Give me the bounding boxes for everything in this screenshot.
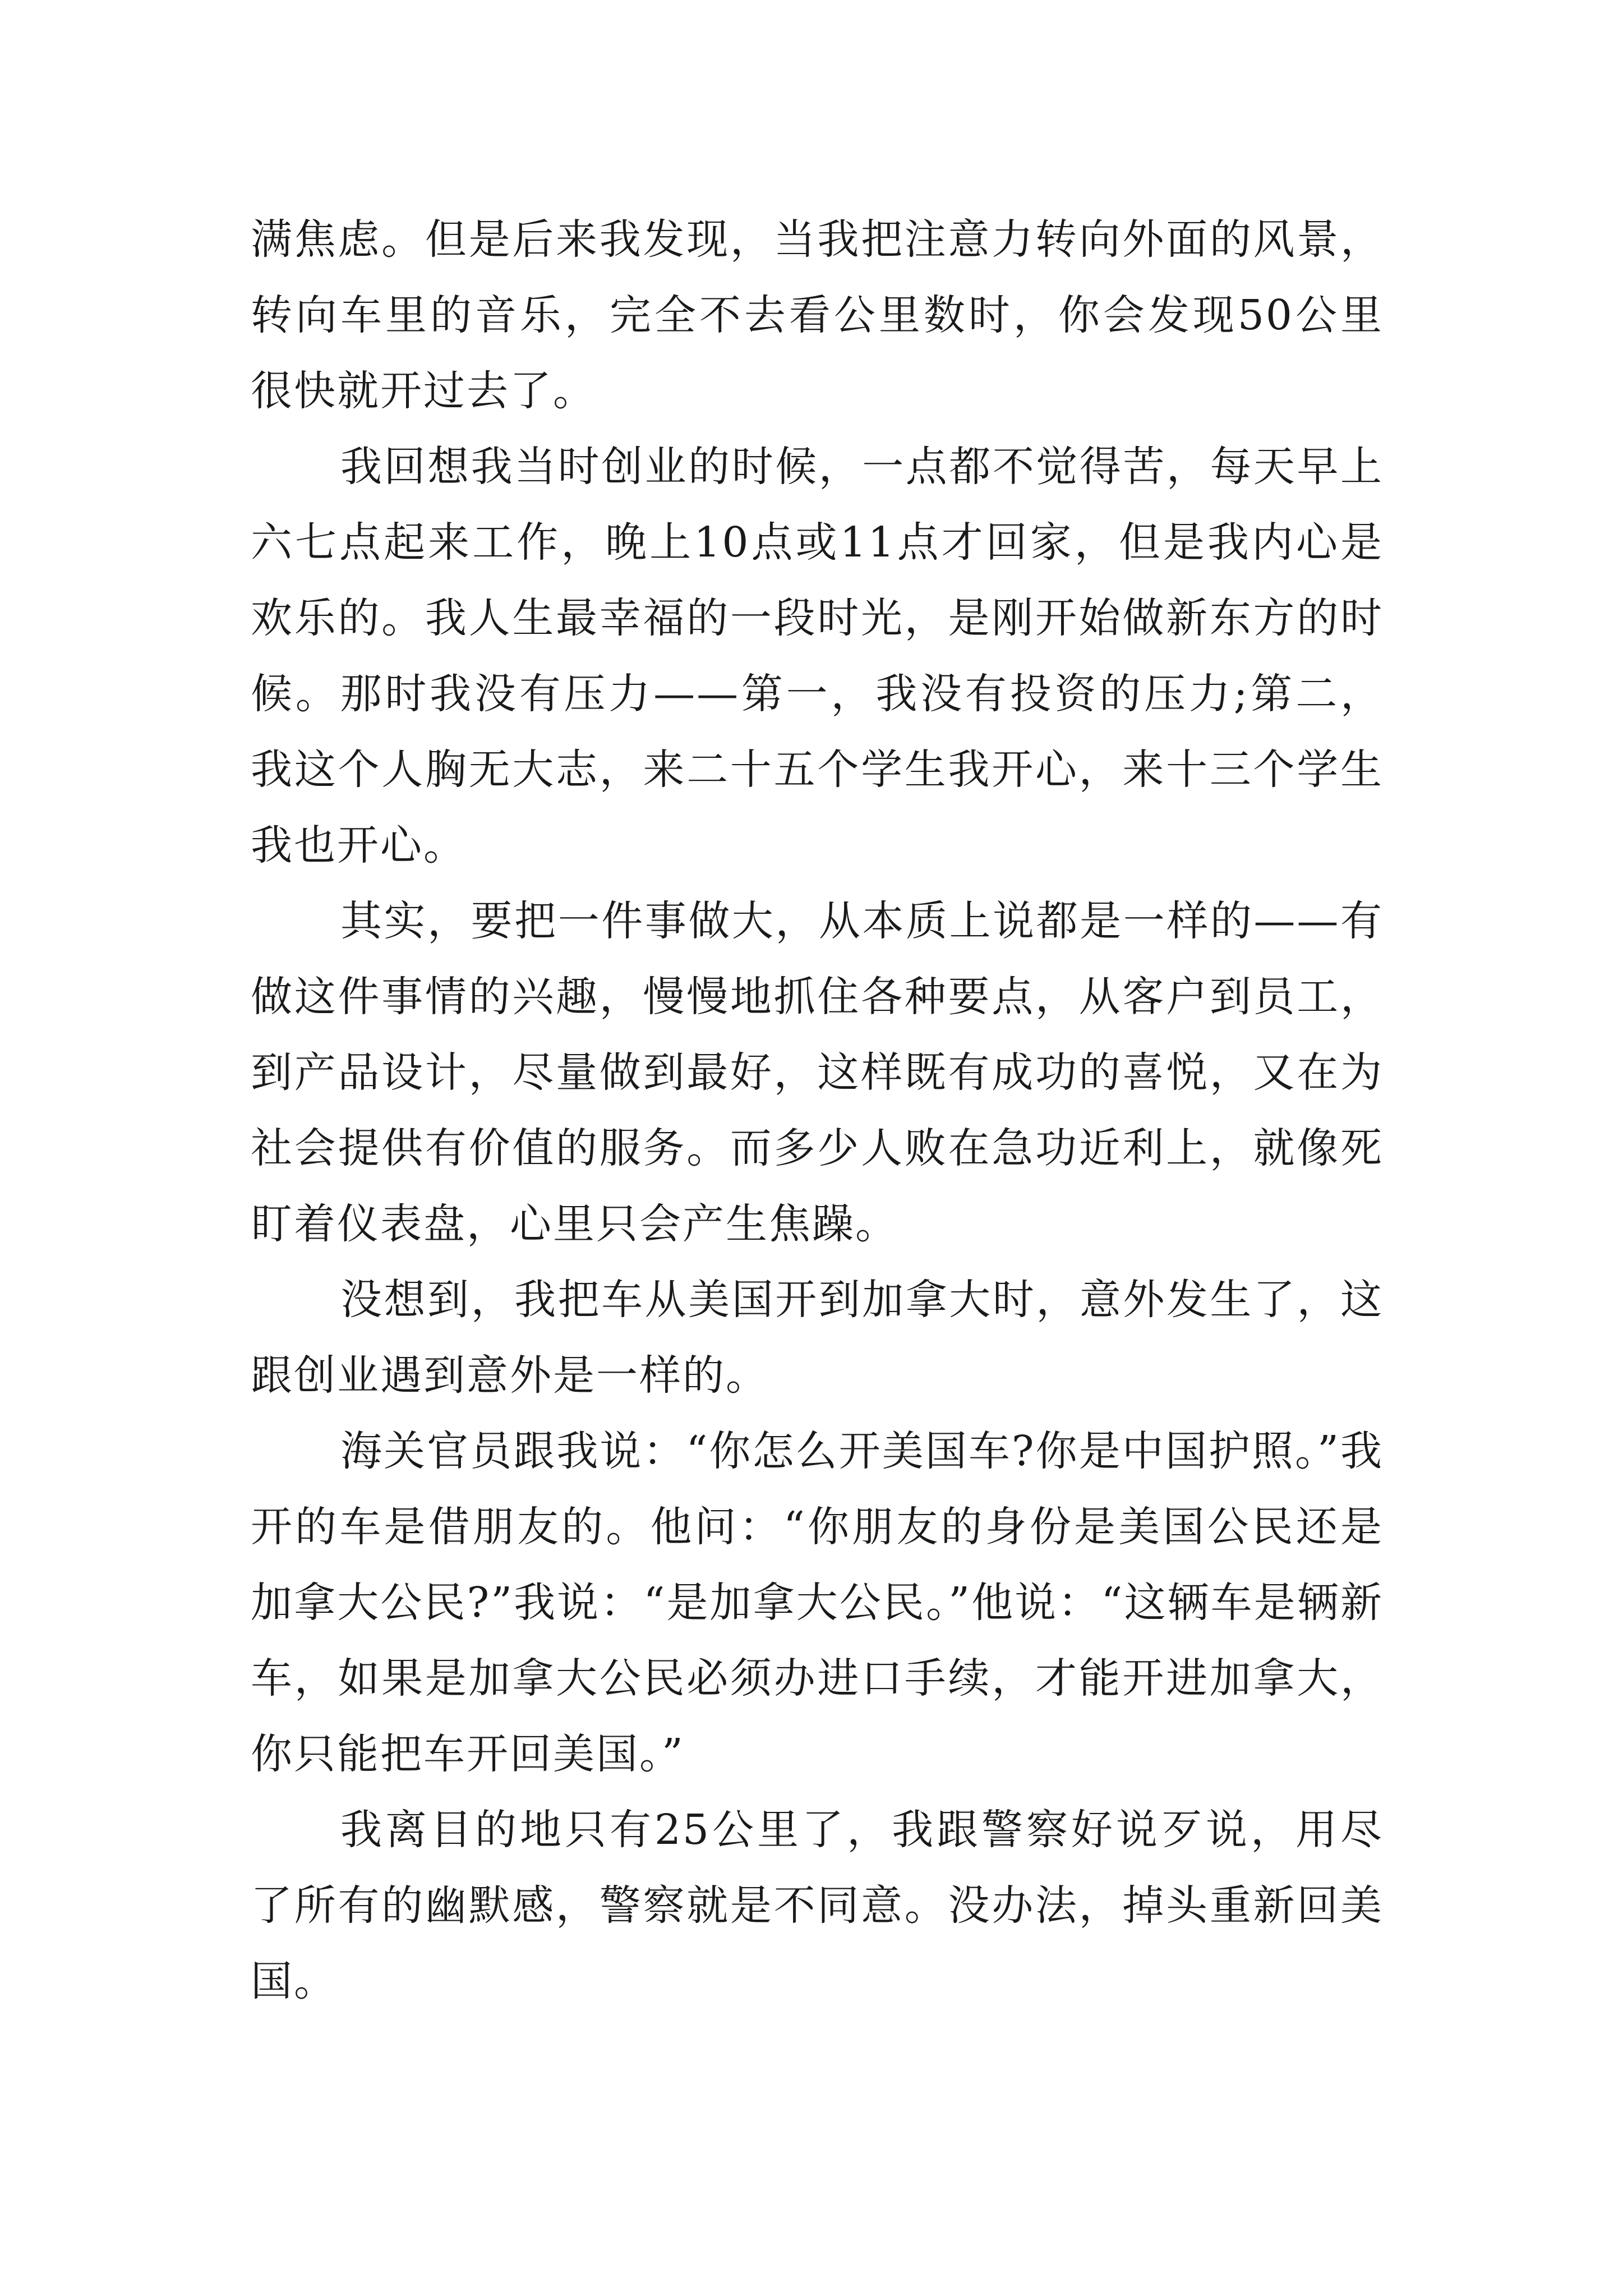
paragraph: 没想到，我把车从美国开到加拿大时，意外发生了，这跟创业遇到意外是一样的。	[251, 1276, 1384, 1400]
paragraph-continued: 满焦虑。但是后来我发现，当我把注意力转向外面的风景，转向车里的音乐，完全不去看公里数时，你会发现50公里很快就开过去了。	[251, 215, 1384, 415]
paragraph: 我离目的地只有25公里了，我跟警察好说歹说，用尽了所有的幽默感，警察就是不同意。没办法，掉头重新回美国。	[251, 1806, 1384, 2005]
paragraph: 其实，要把一件事做大，从本质上说都是一样的——有做这件事情的兴趣，慢慢地抓住各种要点，从客户到员工，到产品设计，尽量做到最好，这样既有成功的喜悦，又在为社会提供有价值的服务。而多少人败在急功近利上，就像死盯着仪表盘，心里只会产生焦躁。	[251, 897, 1384, 1248]
paragraph: 海关官员跟我说：“你怎么开美国车?你是中国护照。”我开的车是借朋友的。他问：“你朋友的身份是美国公民还是加拿大公民?”我说：“是加拿大公民。”他说：“这辆车是辆新车，如果是加拿大公民必须办进口手续，才能开进加拿大，你只能把车开回美国。”	[251, 1427, 1384, 1778]
body-text	[251, 202, 1384, 2019]
paragraph: 我回想我当时创业的时候，一点都不觉得苦，每天早上六七点起来工作，晚上10点或11点才回家，但是我内心是欢乐的。我人生最幸福的一段时光，是刚开始做新东方的时候。那时我没有压力——第一，我没有投资的压力;第二，我这个人胸无大志，来二十五个学生我开心，来十三个学生我也开心。	[251, 443, 1384, 869]
